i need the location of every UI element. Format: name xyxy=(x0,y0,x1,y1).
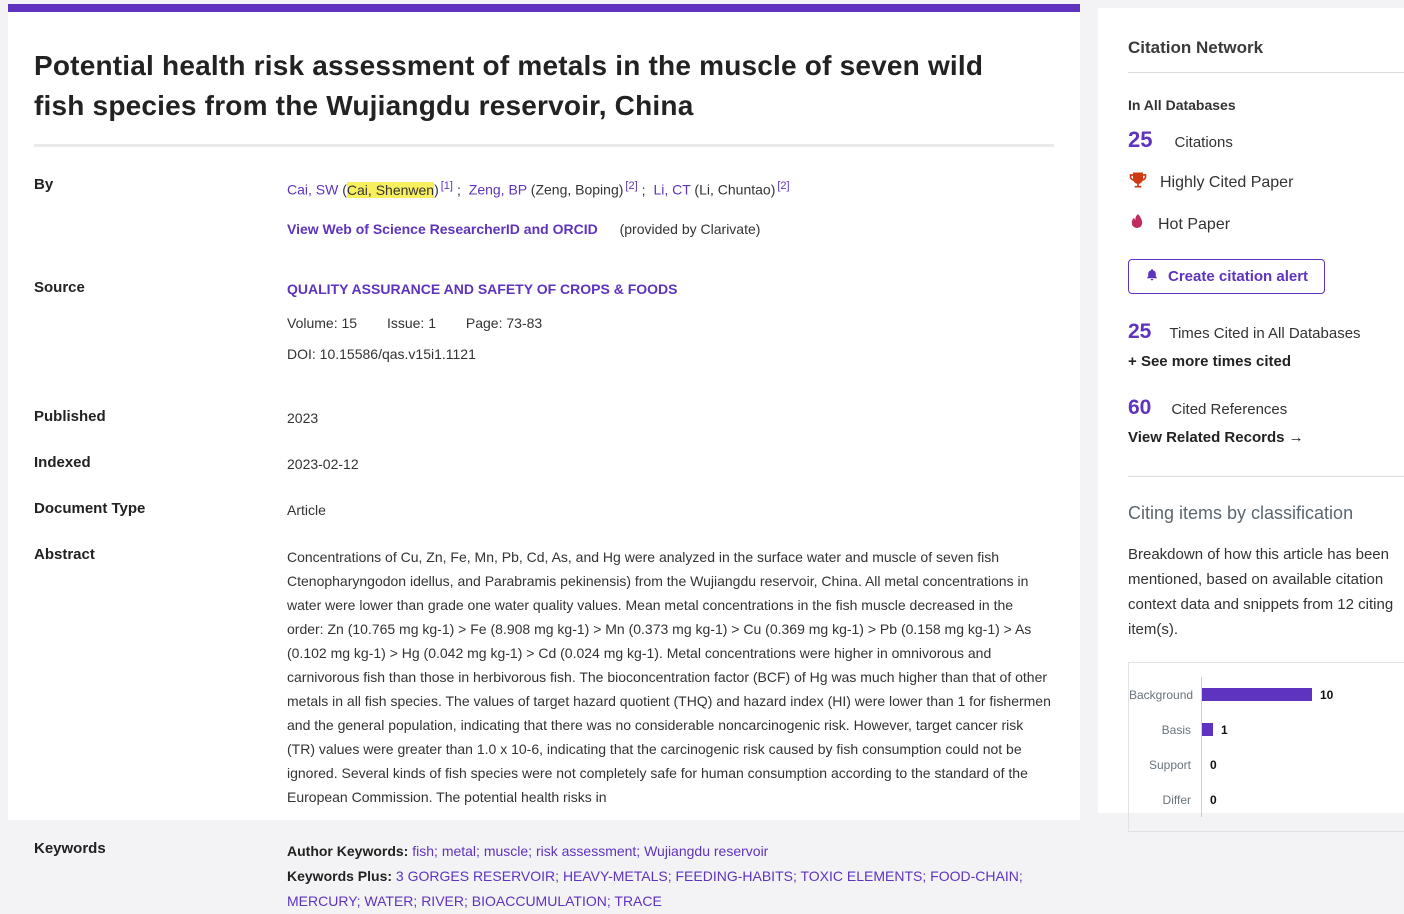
citing-classification-description: Breakdown of how this article has been mentioned, based on available citation context data and snippets from 12 citing item(s). xyxy=(1128,546,1394,638)
abstract-text: Concentrations of Cu, Zn, Fe, Mn, Pb, Cd, As, and Hg were analyzed in the surface water and muscle of seven fish Ctenopharyngodon idellus, and Parabramis pekinensis) from the Wujiangdu reservoir, China. All metal concentrations in water were lower than grade one water quality values. Mean metal concentrations in the fish muscle decreased in the order: Zn (10.765 mg kg-1) > Fe (8.908 mg kg-1) > Mn (0.373 mg kg-1) > Cu (0.369 mg kg-1) > Pb (0.158 mg kg-1) > As (0.102 mg kg-1) > Hg (0.042 mg kg-1) > Cd (0.024 mg kg-1). Metal concentrations were higher in omnivorous and carnivorous fish than those in herbivorous fish. The bioconcentration factor (BCF) of Hg was much higher than that of other metals in all fish species. The values of target hazard quotient (THQ) and hazard index (HI) were lower than 1 for fishermen and the general population, indicating that there was no considerable noncarcinogenic risk. However, target cancer risk (TR) values were greater than 1.0 x 10-6, indicating that the carcinogenic risk caused by fish consumption could not be ignored. Several kinds of fish species were not completely safe for human consumption according to the standard of the European Commission. The potential health risks in xyxy=(287,548,1051,805)
panel-divider xyxy=(1128,476,1404,477)
authors-line xyxy=(287,175,1054,201)
panel-divider xyxy=(1128,72,1404,73)
see-more-times-cited-link[interactable]: + See more times cited xyxy=(1128,353,1292,370)
plus-icon: + xyxy=(1128,353,1137,370)
citation-network-panel xyxy=(1098,8,1404,813)
author-keywords-line xyxy=(287,839,1053,864)
arrow-right-icon: → xyxy=(1288,429,1304,446)
keyword-link[interactable]: 3 GORGES RESERVOIR; xyxy=(395,867,563,884)
author-keywords-list xyxy=(412,843,768,859)
document-type-value: Article xyxy=(287,501,326,518)
provided-by-text: (provided by Clarivate) xyxy=(619,220,761,237)
affiliation-superscript[interactable]: [1] xyxy=(440,180,453,192)
keyword-link[interactable]: muscle; xyxy=(483,842,536,859)
cited-references-label: Cited References xyxy=(1171,401,1288,418)
citations-count: 25 xyxy=(1128,127,1153,152)
source-label: Source xyxy=(34,278,85,296)
page-title: Potential health risk assessment of metals in the muscle of seven wild fish species from the Wujiangdu reservoir, China xyxy=(34,50,984,121)
chart-row xyxy=(1129,747,1404,782)
keywords-plus-label: Keywords Plus: xyxy=(287,867,393,884)
field-indexed xyxy=(34,453,1054,475)
chart-bar-value: 10 xyxy=(1320,687,1334,702)
document-type-label: Document Type xyxy=(34,499,146,517)
by-label: By xyxy=(34,176,54,193)
affiliation-superscript[interactable]: [2] xyxy=(777,180,790,192)
times-cited-label: Times Cited in All Databases xyxy=(1169,325,1361,342)
chart-category-label: Background xyxy=(1129,687,1194,702)
volume-issue-page-line: Volume: 15 Issue: 1 Page: 73-83 xyxy=(287,314,543,331)
field-keywords xyxy=(34,839,1054,914)
doi-value: 10.15586/qas.v15i1.1121 xyxy=(319,345,476,362)
indexed-label: Indexed xyxy=(34,453,91,471)
keyword-link[interactable]: MERCURY; xyxy=(287,892,365,909)
keywords-plus-list xyxy=(287,868,1023,909)
author-link[interactable]: Li, CT xyxy=(653,181,691,198)
author-separator: ; xyxy=(641,181,646,198)
chart-bar-value: 0 xyxy=(1210,757,1217,772)
chart-bar-value: 0 xyxy=(1210,792,1217,807)
keyword-link[interactable]: metal; xyxy=(441,842,484,859)
keyword-link[interactable]: FOOD-CHAIN; xyxy=(930,867,1023,884)
keyword-link[interactable]: WATER; xyxy=(364,892,422,909)
chart-bar xyxy=(1202,723,1213,736)
field-abstract xyxy=(34,545,1054,809)
citations-count-label: Citations xyxy=(1174,134,1233,151)
chart-row xyxy=(1129,782,1404,817)
keyword-link[interactable]: RIVER; xyxy=(421,892,472,909)
keyword-link[interactable]: TOXIC ELEMENTS; xyxy=(800,867,931,884)
published-value: 2023 xyxy=(287,409,319,426)
highly-cited-badge xyxy=(1128,170,1404,195)
keywords-label: Keywords xyxy=(34,839,106,857)
author-fullname: (Li, Chuntao) xyxy=(694,181,776,198)
keyword-link[interactable]: fish; xyxy=(412,842,442,859)
researcher-id-link[interactable]: View Web of Science ResearcherID and ORCID xyxy=(287,220,598,237)
flame-icon xyxy=(1128,212,1146,237)
keywords-plus-line xyxy=(287,864,1053,914)
field-published xyxy=(34,407,1054,429)
page-value: 73-83 xyxy=(506,314,543,331)
keyword-link[interactable]: HEAVY-METALS; xyxy=(562,867,676,884)
indexed-value: 2023-02-12 xyxy=(287,455,359,472)
keyword-link[interactable]: Wujiangdu reservoir xyxy=(644,842,769,859)
keyword-link[interactable]: FEEDING-HABITS; xyxy=(675,867,801,884)
chart-bar xyxy=(1202,688,1312,701)
abstract-label: Abstract xyxy=(34,545,95,563)
chart-row xyxy=(1129,677,1404,712)
field-by xyxy=(34,175,1054,240)
author-link[interactable]: Zeng, BP xyxy=(468,181,527,198)
in-all-databases-label: In All Databases xyxy=(1128,97,1236,113)
published-label: Published xyxy=(34,407,106,425)
view-related-records-link[interactable]: View Related Records → xyxy=(1128,429,1304,446)
author-link[interactable]: Cai, SW xyxy=(287,181,339,198)
create-citation-alert-button[interactable]: Create citation alert xyxy=(1128,259,1325,294)
citation-network-heading: Citation Network xyxy=(1128,38,1264,57)
keyword-link[interactable]: BIOACCUMULATION; xyxy=(471,892,615,909)
keyword-link[interactable]: TRACE xyxy=(614,892,662,909)
chart-category-label: Support xyxy=(1148,757,1191,772)
chart-category-label: Basis xyxy=(1161,722,1191,737)
keyword-link[interactable]: risk assessment; xyxy=(535,842,645,859)
author-separator: ; xyxy=(456,181,461,198)
trophy-icon xyxy=(1128,170,1148,195)
chart-bar-value: 1 xyxy=(1221,722,1228,737)
citing-classification-chart xyxy=(1128,662,1404,832)
highlighted-author-name: Cai, Shenwen xyxy=(346,181,435,198)
journal-link[interactable]: QUALITY ASSURANCE AND SAFETY OF CROPS & FOODS xyxy=(287,280,678,297)
field-source xyxy=(34,278,1054,365)
times-cited-row[interactable] xyxy=(1128,320,1404,344)
doi-line: DOI: 10.15586/qas.v15i1.1121 xyxy=(287,345,476,362)
issue-value: 1 xyxy=(428,314,436,331)
hot-paper-label: Hot Paper xyxy=(1158,215,1231,233)
times-cited-count: 25 xyxy=(1128,320,1152,343)
chart-row xyxy=(1129,712,1404,747)
author-fullname: (Cai, Shenwen) xyxy=(342,181,439,198)
affiliation-superscript[interactable]: [2] xyxy=(625,180,638,192)
researcher-id-line xyxy=(287,218,1054,240)
hot-paper-badge xyxy=(1128,212,1404,237)
cited-references-count: 60 xyxy=(1128,396,1152,419)
card-accent-bar xyxy=(8,4,1080,12)
citing-classification-heading: Citing items by classification xyxy=(1128,503,1354,523)
bell-icon xyxy=(1145,267,1159,286)
cited-references-row[interactable] xyxy=(1128,396,1404,420)
author-fullname: (Zeng, Boping) xyxy=(530,181,624,198)
volume-value: 15 xyxy=(341,314,358,331)
author-keywords-label: Author Keywords: xyxy=(287,842,409,859)
chart-category-label: Differ xyxy=(1162,792,1191,807)
highly-cited-label: Highly Cited Paper xyxy=(1160,173,1294,191)
field-document-type xyxy=(34,499,1054,521)
title-separator xyxy=(34,144,1054,147)
article-record-card xyxy=(8,4,1080,909)
citations-count-row[interactable] xyxy=(1128,127,1404,153)
